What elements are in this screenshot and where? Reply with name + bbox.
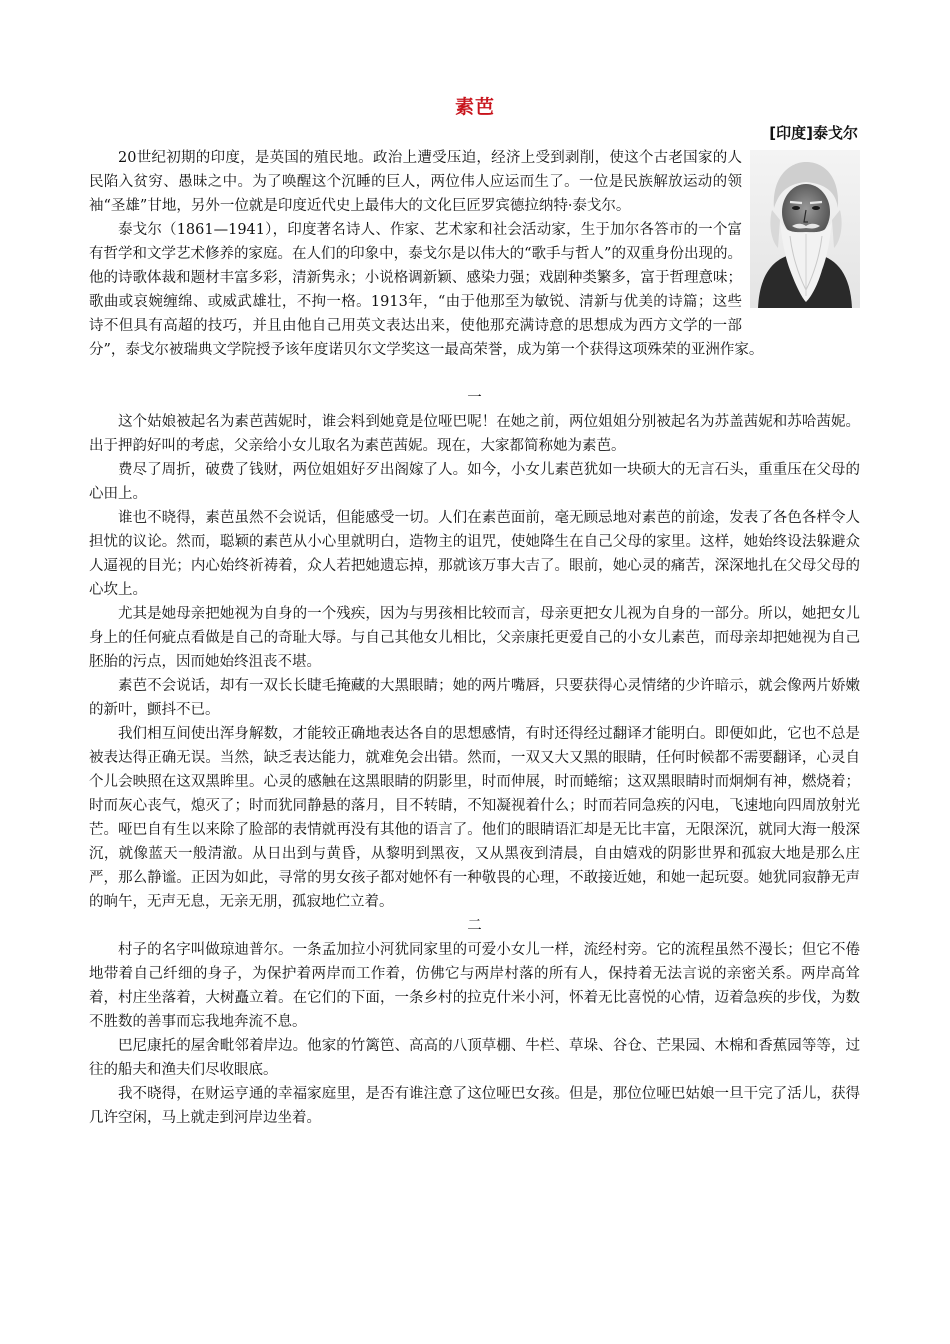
section-heading-1: 一 [467,390,482,406]
paragraph: 村子的名字叫做琼迪普尔。一条孟加拉小河犹同家里的可爱小女儿一样，流经村旁。它的流程虽然不漫长；但它不倦地带着自己纤细的身子，为保护着两岸而工作着，仿佛它与两岸村落的所有人，保持着无法言说的亲密关系。两岸高耸着，村庄坐落着，大树矗立着。在它们的下面，一条乡村的拉克什米小河，怀着无比喜悦的心情，迈着急疾的步伐，为数不胜数的善事而忘我地奔流不息。 [89,942,860,1030]
portrait-wrap-space [742,146,860,332]
paragraph: 这个姑娘被起名为素芭茜妮时，谁会料到她竟是位哑巴呢！在她之前，两位姐姐分别被起名为苏盖茜妮和苏哈茜妮。出于押韵好叫的考虑，父亲给小女儿取名为素芭茜妮。现在，大家都简称她为素芭。 [89,414,860,454]
paragraph: 谁也不晓得，素芭虽然不会说话，但能感受一切。人们在素芭面前，毫无顾忌地对素芭的前途，发表了各色各样令人担忧的议论。然而，聪颖的素芭从小心里就明白，造物主的诅咒，使她降生在自己父母的家里。这样，她始终设法躲避众人逼视的目光；内心始终祈祷着，众人若把她遗忘掉，那就该万事大吉了。眼前，她心灵的痛苦，深深地扎在父母父母的心坎上。 [89,510,860,598]
paragraph: 巴尼康托的屋舍毗邻着岸边。他家的竹篱笆、高高的八顶草棚、牛栏、草垛、谷仓、芒果园、木棉和香蕉园等等，过往的船夫和渔夫们尽收眼底。 [89,1038,860,1078]
paragraph: 我们相互间使出浑身解数，才能较正确地表达各自的思想感情，有时还得经过翻译才能明白。即便如此，它也不总是被表达得正确无误。当然，缺乏表达能力，就难免会出错。然而，一双又大又黑的眼睛，任何时候都不需要翻译，心灵自个儿会映照在这双黑眸里。心灵的感触在这黑眼睛的阴影里，时而伸展，时而蜷缩；这双黑眼睛时而炯炯有神，燃烧着；时而灰心丧气，熄灭了；时而犹同静悬的落月，目不转睛，不知凝视着什么；时而若同急疾的闪电，飞速地向四周放射光芒。哑巴自有生以来除了脸部的表情就再没有其他的语言了。他们的眼睛语汇却是无比丰富，无限深沉，就同大海一般深沉，就像蓝天一般清澈。从日出到与黄昏，从黎明到黑夜，又从黑夜到清晨，自由嬉戏的阴影世界和孤寂大地是那么庄严，那么静谧。正因为如此，寻常的男女孩子都对她怀有一种敬畏的心理，不敢接近她，和她一起玩耍。她犹同寂静无声的晌午，无声无息，无亲无朋，孤寂地伫立着。 [89,726,860,910]
paragraph: 费尽了周折，破费了钱财，两位姐姐好歹出阁嫁了人。如今，小女儿素芭犹如一块硕大的无言石头，重重压在父母的心田上。 [89,462,860,502]
paragraph: 尤其是她母亲把她视为自身的一个残疾，因为与男孩相比较而言，母亲更把女儿视为自身的一部分。所以，她把女儿身上的任何疵点看做是自己的奇耻大辱。与自己其他女儿相比，父亲康托更爱自己的小女儿素芭，而母亲却把她视为自己胚胎的污点，因而她始终沮丧不堪。 [89,606,860,670]
paragraph: 素芭不会说话，却有一双长长睫毛掩藏的大黑眼睛；她的两片嘴唇，只要获得心灵情绪的少许暗示，就会像两片娇嫩的新叶，颤抖不已。 [89,678,860,718]
article-body [89,146,860,1130]
intro-paragraph: 20世纪初期的印度，是英国的殖民地。政治上遭受压迫，经济上受到剥削，使这个古老国家的人民陷入贫穷、愚昧之中。为了唤醒这个沉睡的巨人，两位伟人应运而生了。一位是民族解放运动的领袖“圣雄”甘地，另外一位就是印度近代史上最伟大的文化巨匠罗宾德拉纳特·泰戈尔。 [89,150,742,214]
author-byline: [印度]泰戈尔 [769,124,858,142]
paragraph: 我不晓得，在财运亨通的幸福家庭里，是否有谁注意了这位哑巴女孩。但是，那位位哑巴姑娘一旦干完了活儿，获得几许空闲，马上就走到河岸边坐着。 [89,1086,860,1126]
section-heading-2: 二 [467,918,482,934]
intro-paragraph: 泰戈尔（1861—1941），印度著名诗人、作家、艺术家和社会活动家，生于加尔各答市的一个富有哲学和文学艺术修养的家庭。在人们的印象中，泰戈尔是以伟大的“歌手与哲人”的双重身份出现的。他的诗歌体裁和题材丰富多彩，清新隽永；小说格调新颖、感染力强；戏剧种类繁多，富于哲理意味；歌曲或哀婉缠绵、或威武雄壮，不拘一格。1913年，“由于他那至为敏锐、清新与优美的诗篇；这些诗不但具有高超的技巧，并且由他自己用英文表达出来，使他那充满诗意的思想成为西方文学的一部分”，泰戈尔被瑞典文学院授予该年度诺贝尔文学奖这一最高荣誉，成为第一个获得这项殊荣的亚洲作家。 [89,222,764,358]
article-title: 素芭 [454,96,495,118]
